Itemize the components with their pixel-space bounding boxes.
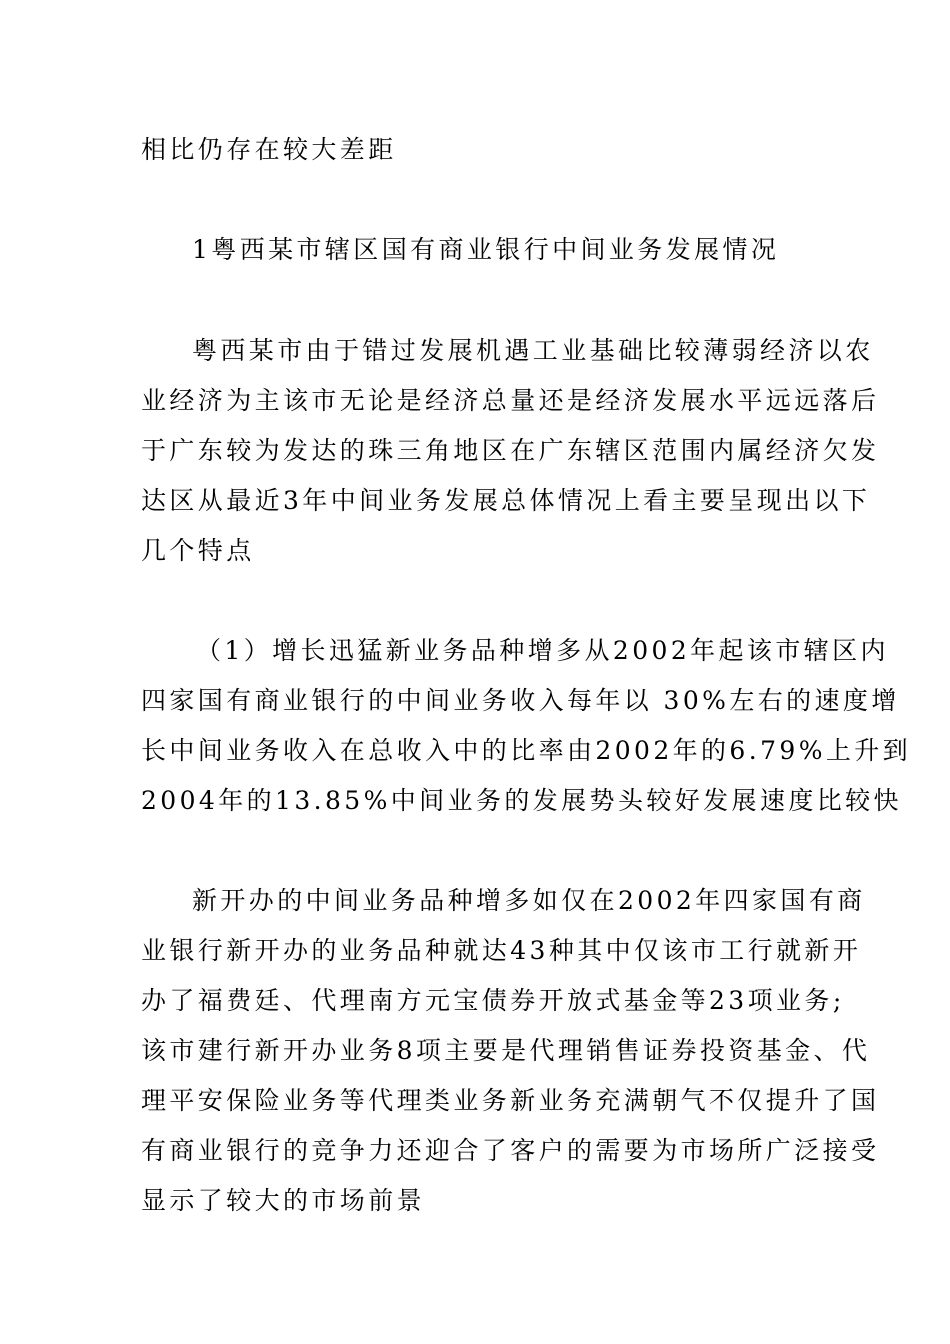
text-line: 于广东较为发达的珠三角地区在广东辖区范围内属经济欠发 (141, 436, 880, 465)
text-line: 达区从最近3年中间业务发展总体情况上看主要呈现出以下 (141, 486, 871, 515)
text-line: 显示了较大的市场前景 (141, 1186, 426, 1215)
text-line: （1）增长迅猛新业务品种增多从2002年起该市辖区内 (196, 636, 889, 665)
text-line: 新开办的中间业务品种增多如仅在2002年四家国有商 (192, 886, 866, 915)
text-line: 业银行新开办的业务品种就达43种其中仅该市工行就新开 (141, 936, 862, 965)
text-line: 有商业银行的竞争力还迎合了客户的需要为市场所广泛接受 (141, 1136, 880, 1165)
text-line: 相比仍存在较大差距 (141, 135, 397, 164)
text-line: 几个特点 (141, 536, 255, 565)
text-line: 粤西某市由于错过发展机遇工业基础比较薄弱经济以农 (192, 336, 874, 365)
text-line: 四家国有商业银行的中间业务收入每年以 30%左右的速度增 (141, 686, 900, 715)
text-line: 理平安保险业务等代理类业务新业务充满朝气不仅提升了国 (141, 1086, 880, 1115)
text-line: 办了福费廷、代理南方元宝债券开放式基金等23项业务; (141, 986, 845, 1015)
section-heading: 1粤西某市辖区国有商业银行中间业务发展情况 (192, 235, 780, 264)
text-line: 长中间业务收入在总收入中的比率由2002年的6.79%上升到 (141, 736, 912, 765)
text-line: 2004年的13.85%中间业务的发展势头较好发展速度比较快 (141, 786, 902, 815)
text-line: 该市建行新开办业务8项主要是代理销售证券投资基金、代 (141, 1036, 871, 1065)
text-line: 业经济为主该市无论是经济总量还是经济发展水平远远落后 (141, 386, 880, 415)
